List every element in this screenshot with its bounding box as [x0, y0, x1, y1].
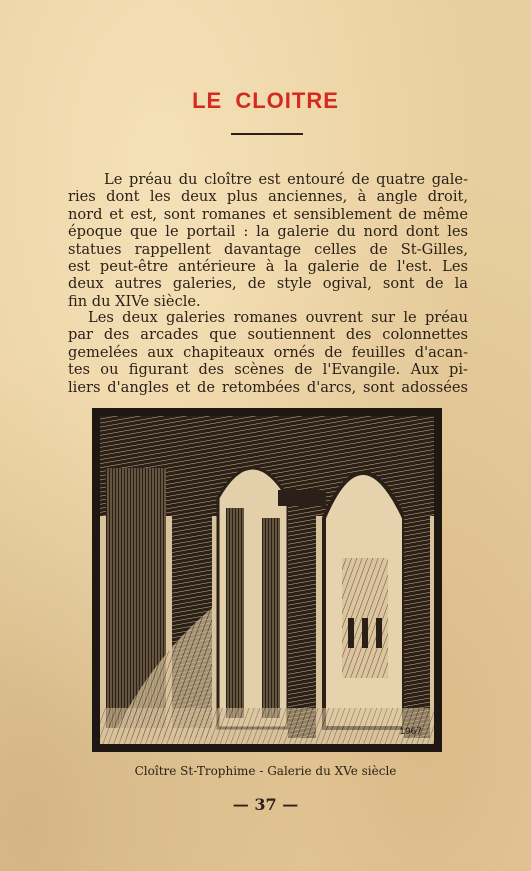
page-number: — 37 — — [232, 795, 299, 814]
text-line: tes ou figurant des scènes de l'Evangile. Aux pi- — [68, 361, 468, 379]
text-line: deux autres galeries, de style ogival, sont de la — [68, 275, 468, 293]
text-line: est peut-être antérieure à la galerie de l'est. Les — [68, 258, 468, 276]
text-line: par des arcades que soutiennent des colonnettes — [68, 326, 468, 344]
engraving-signature: 1967 — [399, 727, 422, 737]
paragraph-1 — [68, 171, 468, 310]
figure-caption: Cloître St-Trophime - Galerie du XVe siècle — [134, 764, 397, 778]
text-line: ries dont les deux plus anciennes, à angle droit, — [68, 188, 468, 206]
paragraph-2 — [68, 309, 468, 396]
text-line: gemelées aux chapiteaux ornés de feuilles d'acan- — [68, 343, 468, 361]
title-underline — [231, 133, 303, 135]
text-line: Les deux galeries romanes ouvrent sur le préau — [88, 309, 468, 326]
text-line: nord et est, sont romanes et sensiblement de même — [68, 205, 468, 223]
text-line: époque que le portail : la galerie du nord dont les — [68, 223, 468, 241]
text-line: fin du XIVe siècle. — [68, 292, 201, 310]
text-line: Le préau du cloître est entouré de quatre gale- — [104, 171, 468, 188]
page-title: LE CLOITRE — [192, 88, 339, 113]
cloister-engraving — [92, 408, 442, 752]
text-line: statues rappellent davantage celles de St-Gilles, — [68, 240, 468, 258]
text-line: liers d'angles et de retombées d'arcs, sont adossées — [68, 378, 468, 396]
